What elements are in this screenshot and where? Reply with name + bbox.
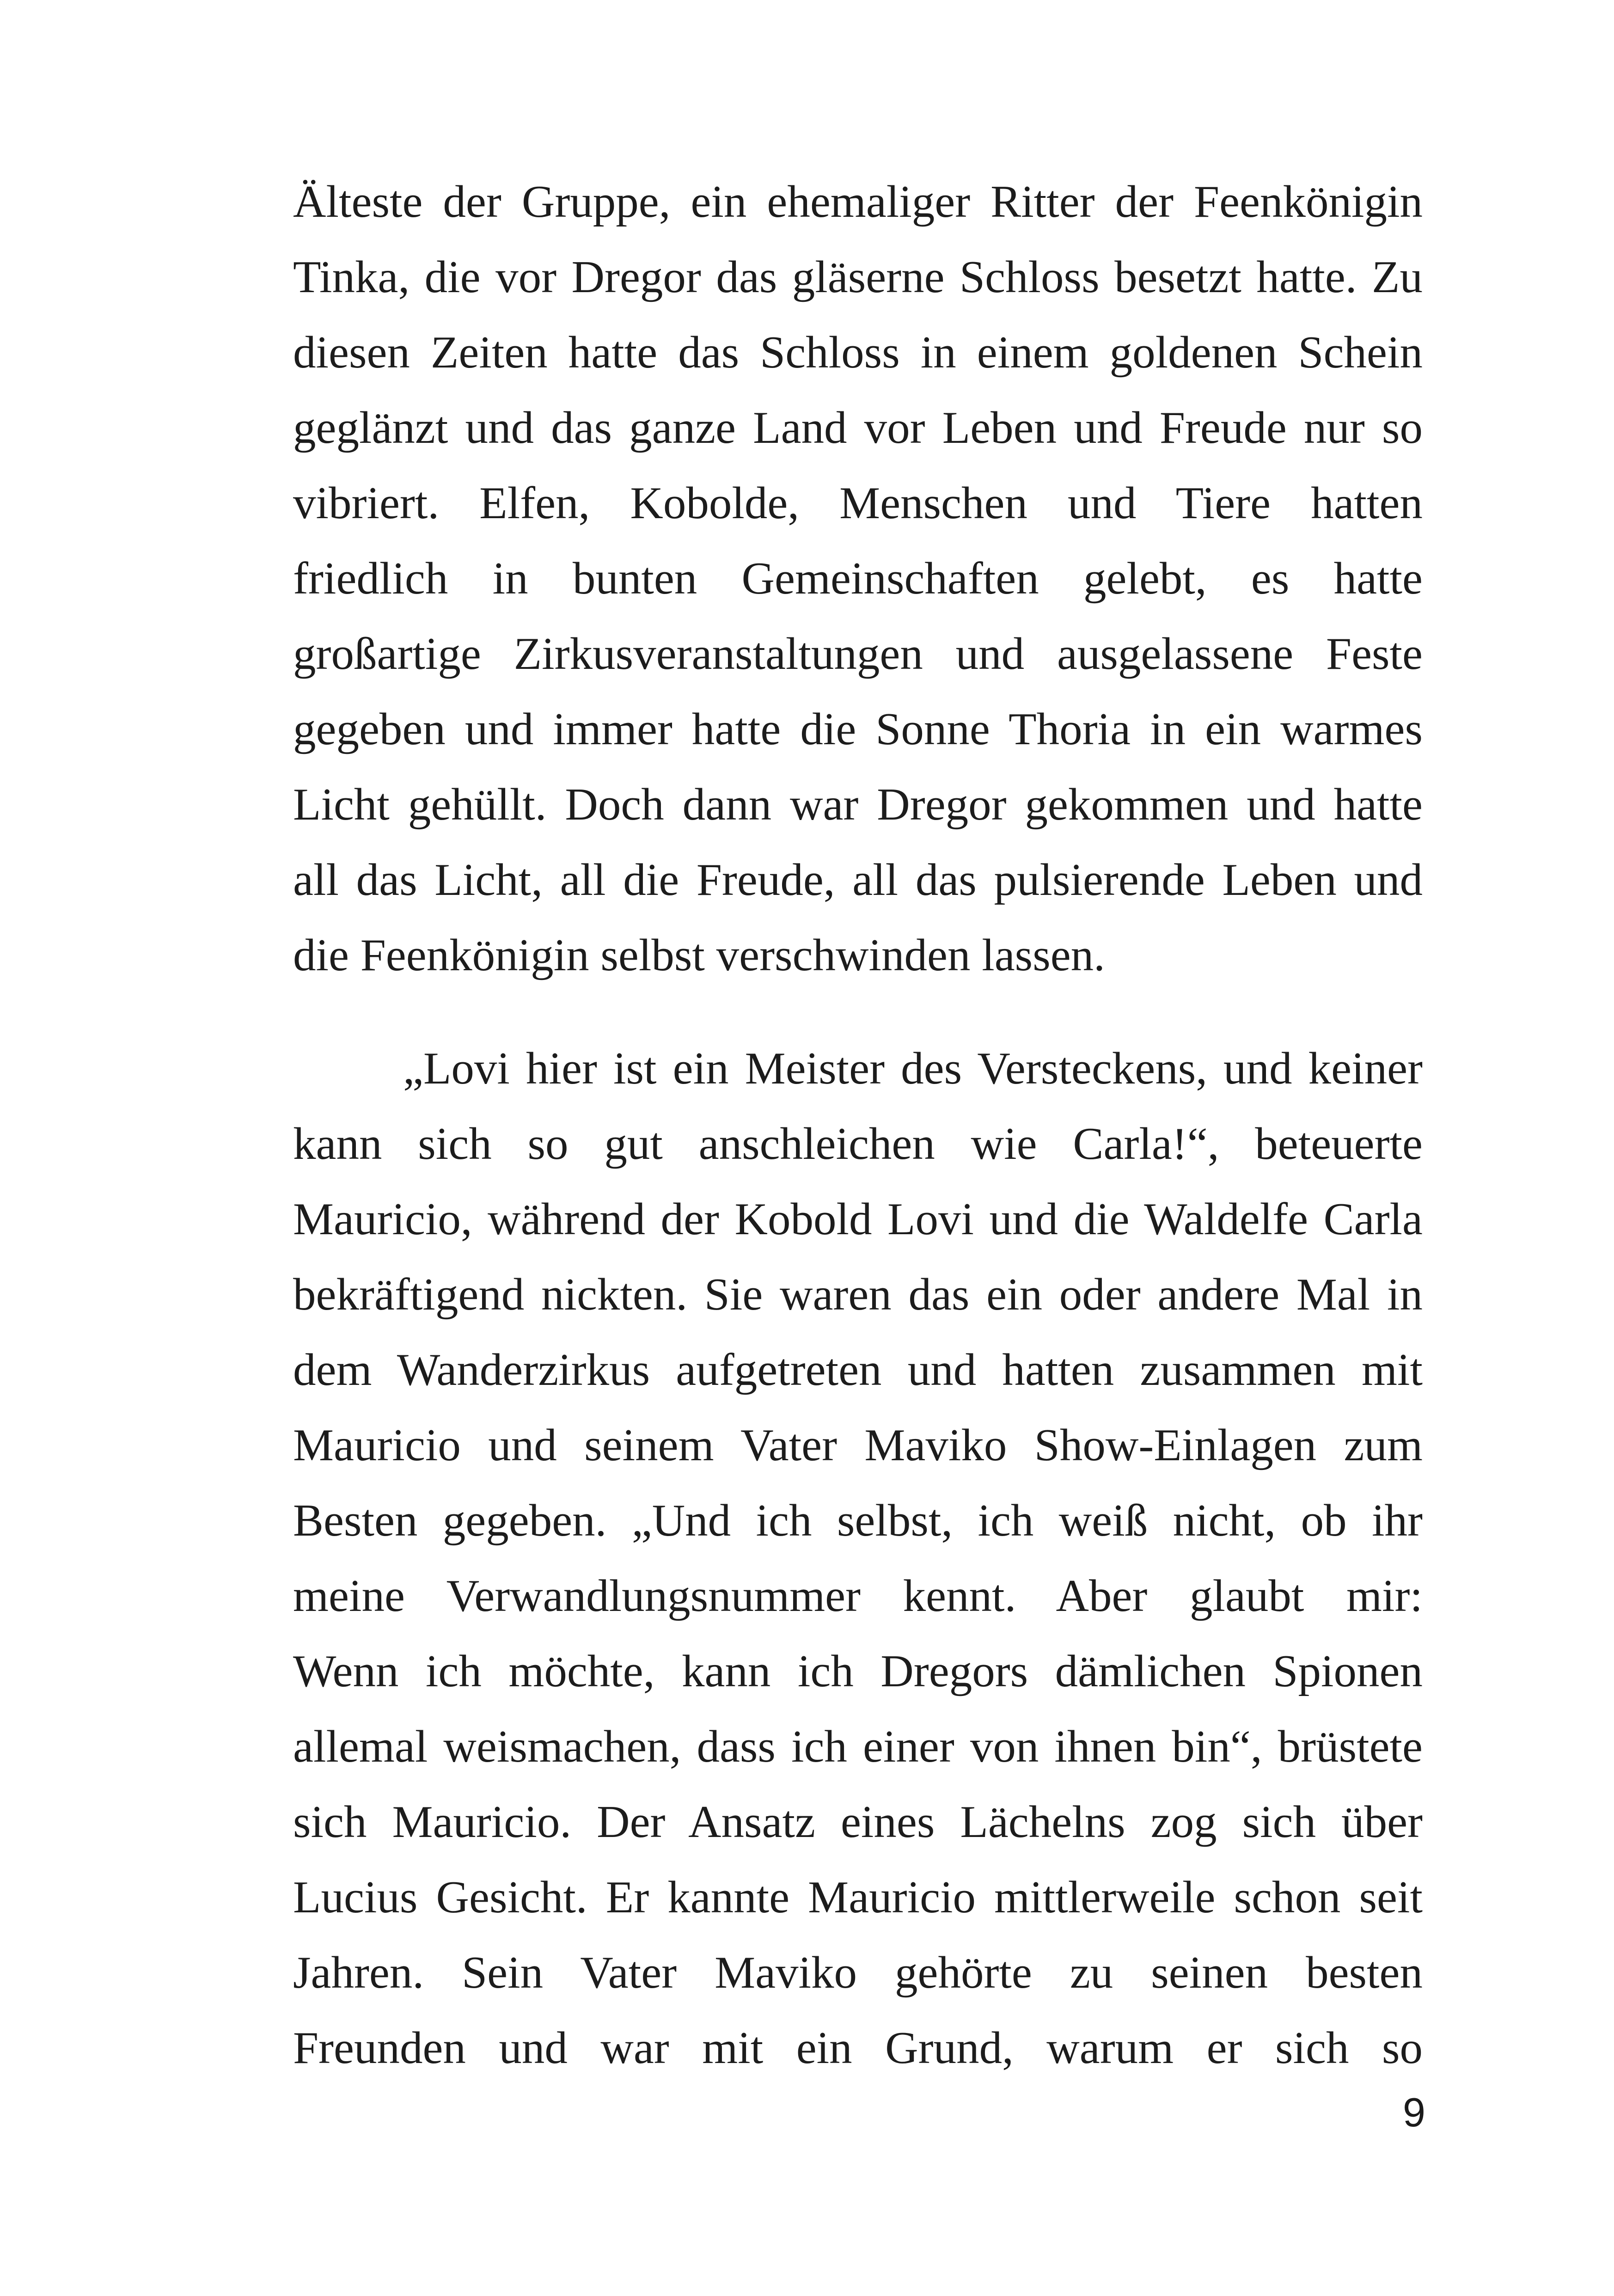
paragraph-1 [293,164,1423,993]
text-line: „Lovi hier ist ein Meister des Versteckens, und keiner [403,1043,1423,1094]
text-line: vibriert. Elfen, Kobolde, Menschen und Tiere hatten [293,478,1423,528]
text-line: Mauricio und seinem Vater Maviko Show-Einlagen zum [293,1420,1423,1470]
text-line: Mauricio, während der Kobold Lovi und die Waldelfe Carla [293,1194,1423,1244]
text-line: Tinka, die vor Dregor das gläserne Schloss besetzt hatte. Zu [293,252,1423,302]
paragraph-2 [293,1031,1423,2086]
text-line: gegeben und immer hatte die Sonne Thoria in ein warmes [293,704,1423,754]
text-line: sich Mauricio. Der Ansatz eines Lächelns zog sich über [293,1797,1423,1847]
text-line: meine Verwandlungsnummer kennt. Aber glaubt mir: [293,1571,1423,1621]
text-line: all das Licht, all die Freude, all das pulsierende Leben und [293,855,1423,905]
text-line: Freunden und war mit ein Grund, warum er sich so [293,2023,1423,2073]
page-number: 9 [1403,2089,1425,2135]
text-line: friedlich in bunten Gemeinschaften gelebt, es hatte [293,553,1423,604]
text-line: dem Wanderzirkus aufgetreten und hatten zusammen mit [293,1345,1423,1395]
text-line: Licht gehüllt. Doch dann war Dregor gekommen und hatte [293,779,1423,830]
paragraph-spacer [293,993,1423,1031]
text-line: bekräftigend nickten. Sie waren das ein oder andere Mal in [293,1269,1423,1320]
body-text [293,164,1423,2086]
text-line: Wenn ich möchte, kann ich Dregors dämlichen Spionen [293,1646,1423,1696]
text-line: die Feenkönigin selbst verschwinden lassen. [293,930,1105,980]
text-line: großartige Zirkusveranstaltungen und ausgelassene Feste [293,629,1423,679]
text-line: kann sich so gut anschleichen wie Carla!“, beteuerte [293,1119,1423,1169]
text-line: diesen Zeiten hatte das Schloss in einem goldenen Schein [293,327,1423,378]
text-line: Älteste der Gruppe, ein ehemaliger Ritter der Feenkönigin [293,177,1423,227]
text-line: Lucius Gesicht. Er kannte Mauricio mittlerweile schon seit [293,1872,1423,1923]
text-line: Besten gegeben. „Und ich selbst, ich weiß nicht, ob ihr [293,1495,1423,1546]
text-line: geglänzt und das ganze Land vor Leben und Freude nur so [293,403,1423,453]
text-line: allemal weismachen, dass ich einer von ihnen bin“, brüstete [293,1721,1423,1772]
text-line: Jahren. Sein Vater Maviko gehörte zu seinen besten [293,1947,1423,1998]
